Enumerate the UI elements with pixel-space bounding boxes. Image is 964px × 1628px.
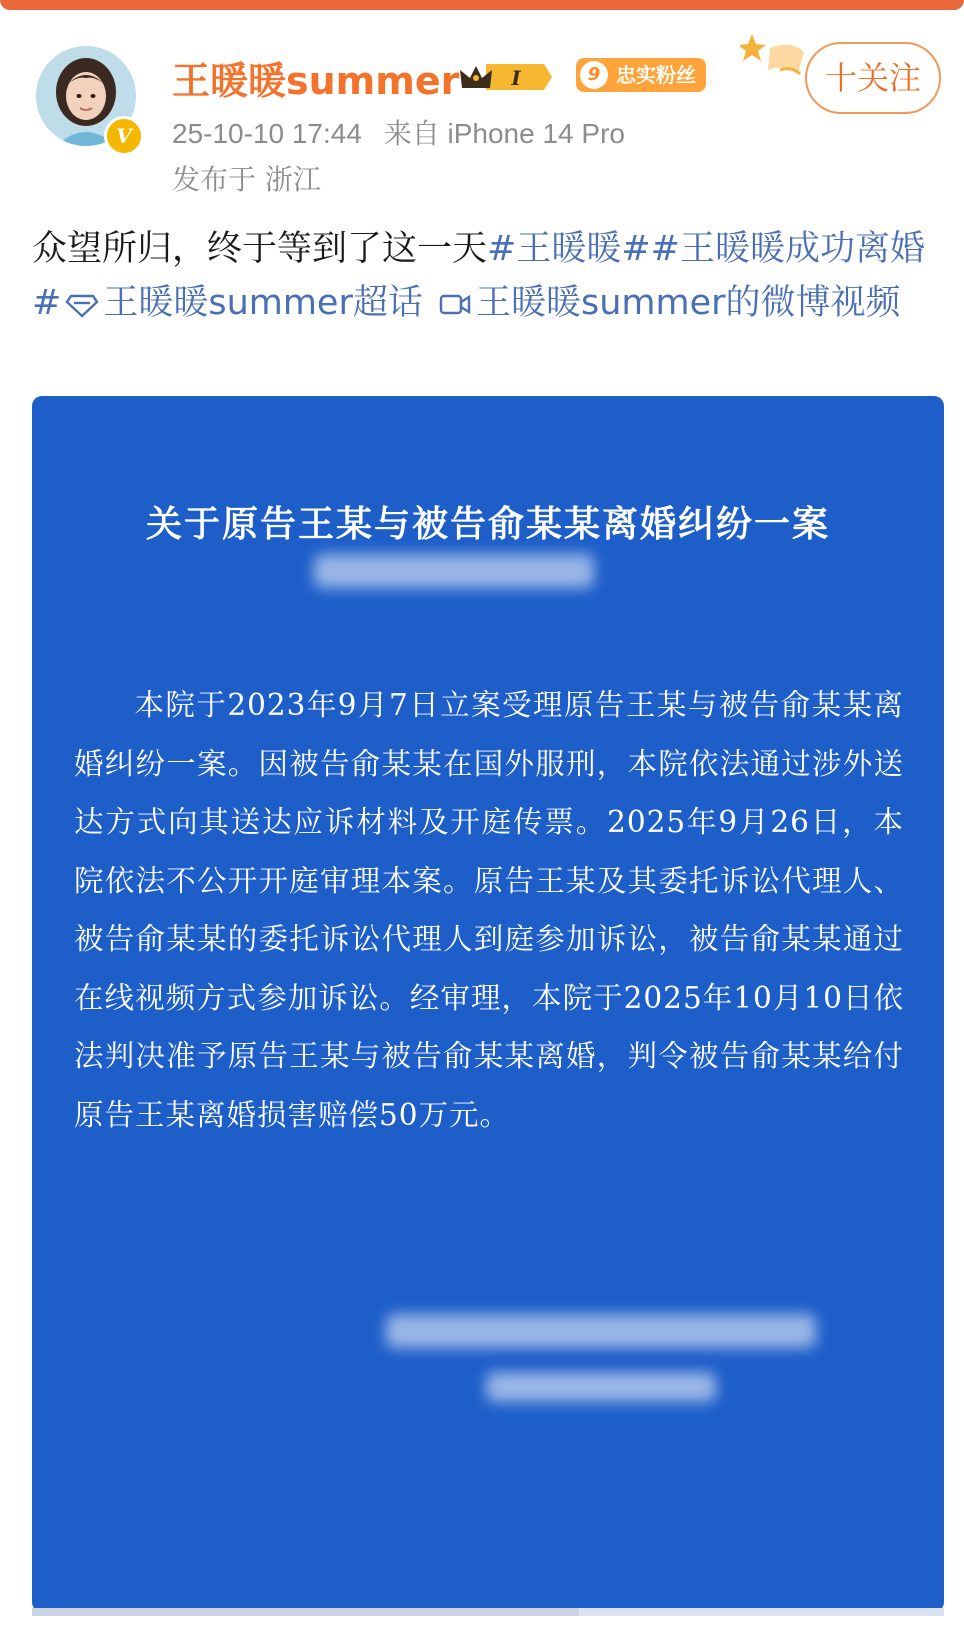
star-decoration-icon <box>740 30 810 90</box>
post-timestamp: 25-10-10 17:44 <box>172 118 362 149</box>
post-text <box>32 222 942 330</box>
follow-button[interactable]: 十关注 <box>805 42 941 114</box>
blurred-subtitle <box>314 554 594 588</box>
username[interactable]: 王暖暖summer <box>172 59 460 103</box>
image-scroll-indicator <box>32 1608 944 1616</box>
notice-title: 关于原告王某与被告俞某某离婚纠纷一案 <box>145 504 830 545</box>
notice-body <box>74 676 904 1144</box>
post-source: 来自 iPhone 14 Pro <box>383 118 625 149</box>
blurred-court-name <box>386 1314 816 1348</box>
fan-badge[interactable] <box>576 58 706 92</box>
video-icon <box>438 290 472 318</box>
fan-badge-label: 忠实粉丝 <box>616 63 696 87</box>
post-location: 发布于 浙江 <box>172 163 321 196</box>
supertopic-link[interactable] <box>61 283 423 323</box>
verified-v-icon: V <box>104 116 144 156</box>
video-link-label: 王暖暖summer的微博视频 <box>476 283 901 323</box>
fan-badge-level: 9 <box>580 61 608 89</box>
video-link[interactable] <box>434 283 901 323</box>
post-meta <box>172 112 625 152</box>
notice-image[interactable] <box>32 396 944 1612</box>
notice-body-text: 本院于2023年9月7日立案受理原告王某与被告俞某某离婚纠纷一案。因被告俞某某在国外服刑，本院依法通过涉外送达方式向其送达应诉材料及开庭传票。2025年9月26日，本院依法不公开开庭审理本案。原告王某及其委托诉讼代理人、被告俞某某的委托诉讼代理人到庭参加诉讼，被告俞某某通过在线视频方式参加诉讼。经审理，本院于2025年10月10日依法判决准予原告王某与被告俞某某离婚，判令被告俞某某给付原告王某离婚损害赔偿50万元。 <box>74 688 904 1132</box>
supertopic-label: 王暖暖summer超话 <box>103 283 423 323</box>
level-text: I <box>511 66 521 90</box>
crown-level-icon[interactable] <box>456 60 556 94</box>
top-strip <box>0 0 964 10</box>
diamond-supertopic-icon <box>65 290 99 318</box>
blurred-date <box>486 1372 716 1402</box>
hashtag-link[interactable]: #王暖暖成功离婚# <box>32 229 925 323</box>
post-text-plain: 众望所归，终于等到了这一天 <box>32 229 488 269</box>
hashtag-link[interactable]: #王暖暖# <box>487 229 651 269</box>
